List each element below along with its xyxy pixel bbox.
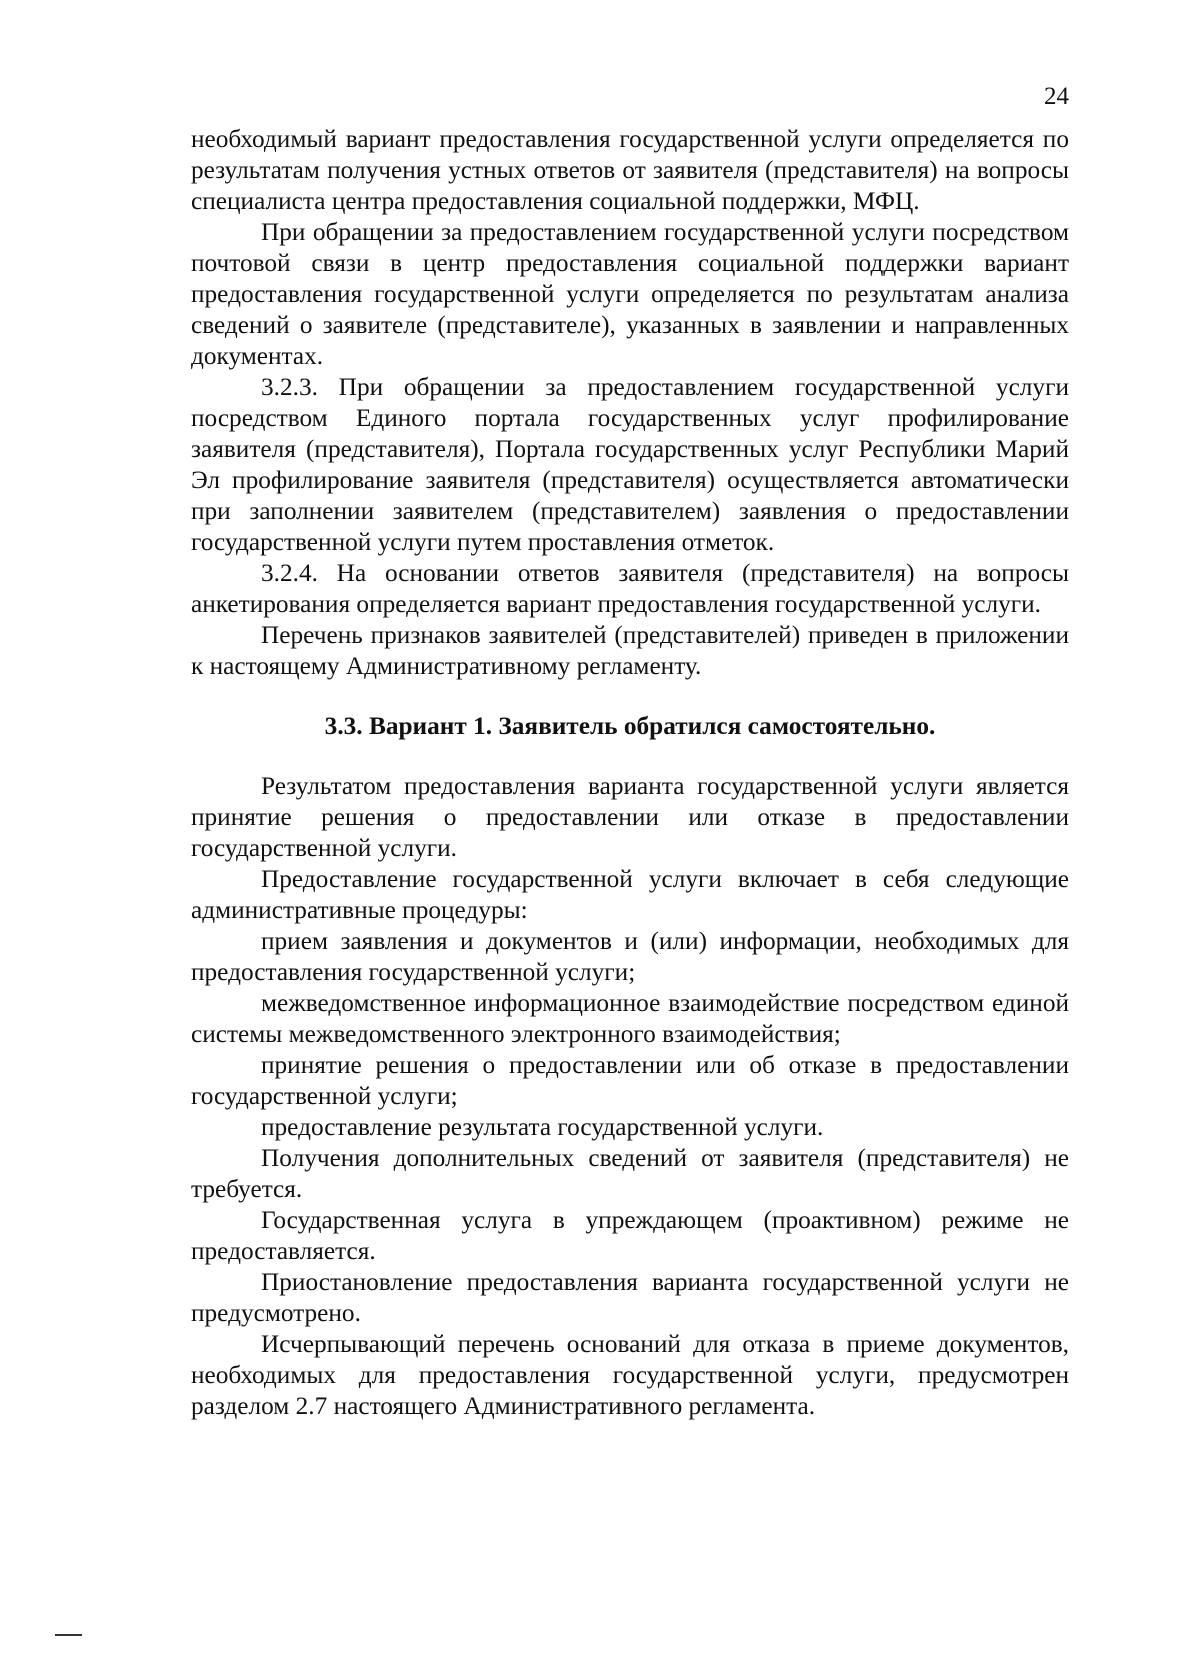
paragraph-procedures-intro: Предоставление государственной услуги включает в себя следующие административные процедуры:	[191, 865, 1069, 924]
procedure-item-reception: прием заявления и документов и (или) информации, необходимых для предоставления государственной услуги;	[191, 927, 1069, 986]
page-number: 24	[1044, 83, 1069, 110]
paragraph-continuation: необходимый вариант предоставления государственной услуги определяется по результатам получения устных ответов от заявителя (представителя) на вопросы специалиста центра предоставления социальной поддержки, МФЦ.	[191, 125, 1069, 215]
paragraph-3-2-4: 3.2.4. На основании ответов заявителя (представителя) на вопросы анкетирования определяется вариант предоставления государственной услуги.	[191, 559, 1069, 618]
procedure-item-result: предоставление результата государственной услуги.	[261, 1113, 824, 1141]
paragraph-additional-info: Получения дополнительных сведений от заявителя (представителя) не требуется.	[191, 1144, 1069, 1203]
document-body	[191, 124, 1069, 1422]
paragraph-applicant-signs: Перечень признаков заявителей (представителей) приведен в приложении к настоящему Административному регламенту.	[191, 621, 1069, 680]
paragraph-3-2-3: 3.2.3. При обращении за предоставлением государственной услуги посредством Единого портала государственных услуг профилирование заявителя (представителя), Портала государственных услуг Республики Марий Эл профилирование заявителя (представителя) осуществляется автоматически при заполнении заявителем (представителем) заявления о предоставлении государственной услуги путем проставления отметок.	[191, 373, 1069, 556]
paragraph-refusal-grounds: Исчерпывающий перечень оснований для отказа в приеме документов, необходимых для предоставления государственной услуги, предусмотрен разделом 2.7 настоящего Административного регламента.	[191, 1330, 1069, 1420]
paragraph-proactive-mode: Государственная услуга в упреждающем (проактивном) режиме не предоставляется.	[191, 1206, 1069, 1265]
scan-corner-mark	[55, 1634, 82, 1636]
paragraph-result: Результатом предоставления варианта государственной услуги является принятие решения о предоставлении или отказе в предоставлении государственной услуги.	[191, 772, 1069, 862]
procedure-item-interagency: межведомственное информационное взаимодействие посредством единой системы межведомственного электронного взаимодействия;	[191, 989, 1069, 1048]
paragraph-postal-request: При обращении за предоставлением государственной услуги посредством почтовой связи в центр предоставления социальной поддержки вариант предоставления государственной услуги определяется по результатам анализа сведений о заявителе (представителе), указанных в заявлении и направленных документах.	[191, 218, 1069, 370]
section-heading-3-3: 3.3. Вариант 1. Заявитель обратился самостоятельно.	[324, 712, 936, 740]
paragraph-suspension: Приостановление предоставления варианта государственной услуги не предусмотрено.	[191, 1268, 1069, 1327]
procedure-item-decision: принятие решения о предоставлении или об отказе в предоставлении государственной услуги;	[191, 1051, 1069, 1110]
